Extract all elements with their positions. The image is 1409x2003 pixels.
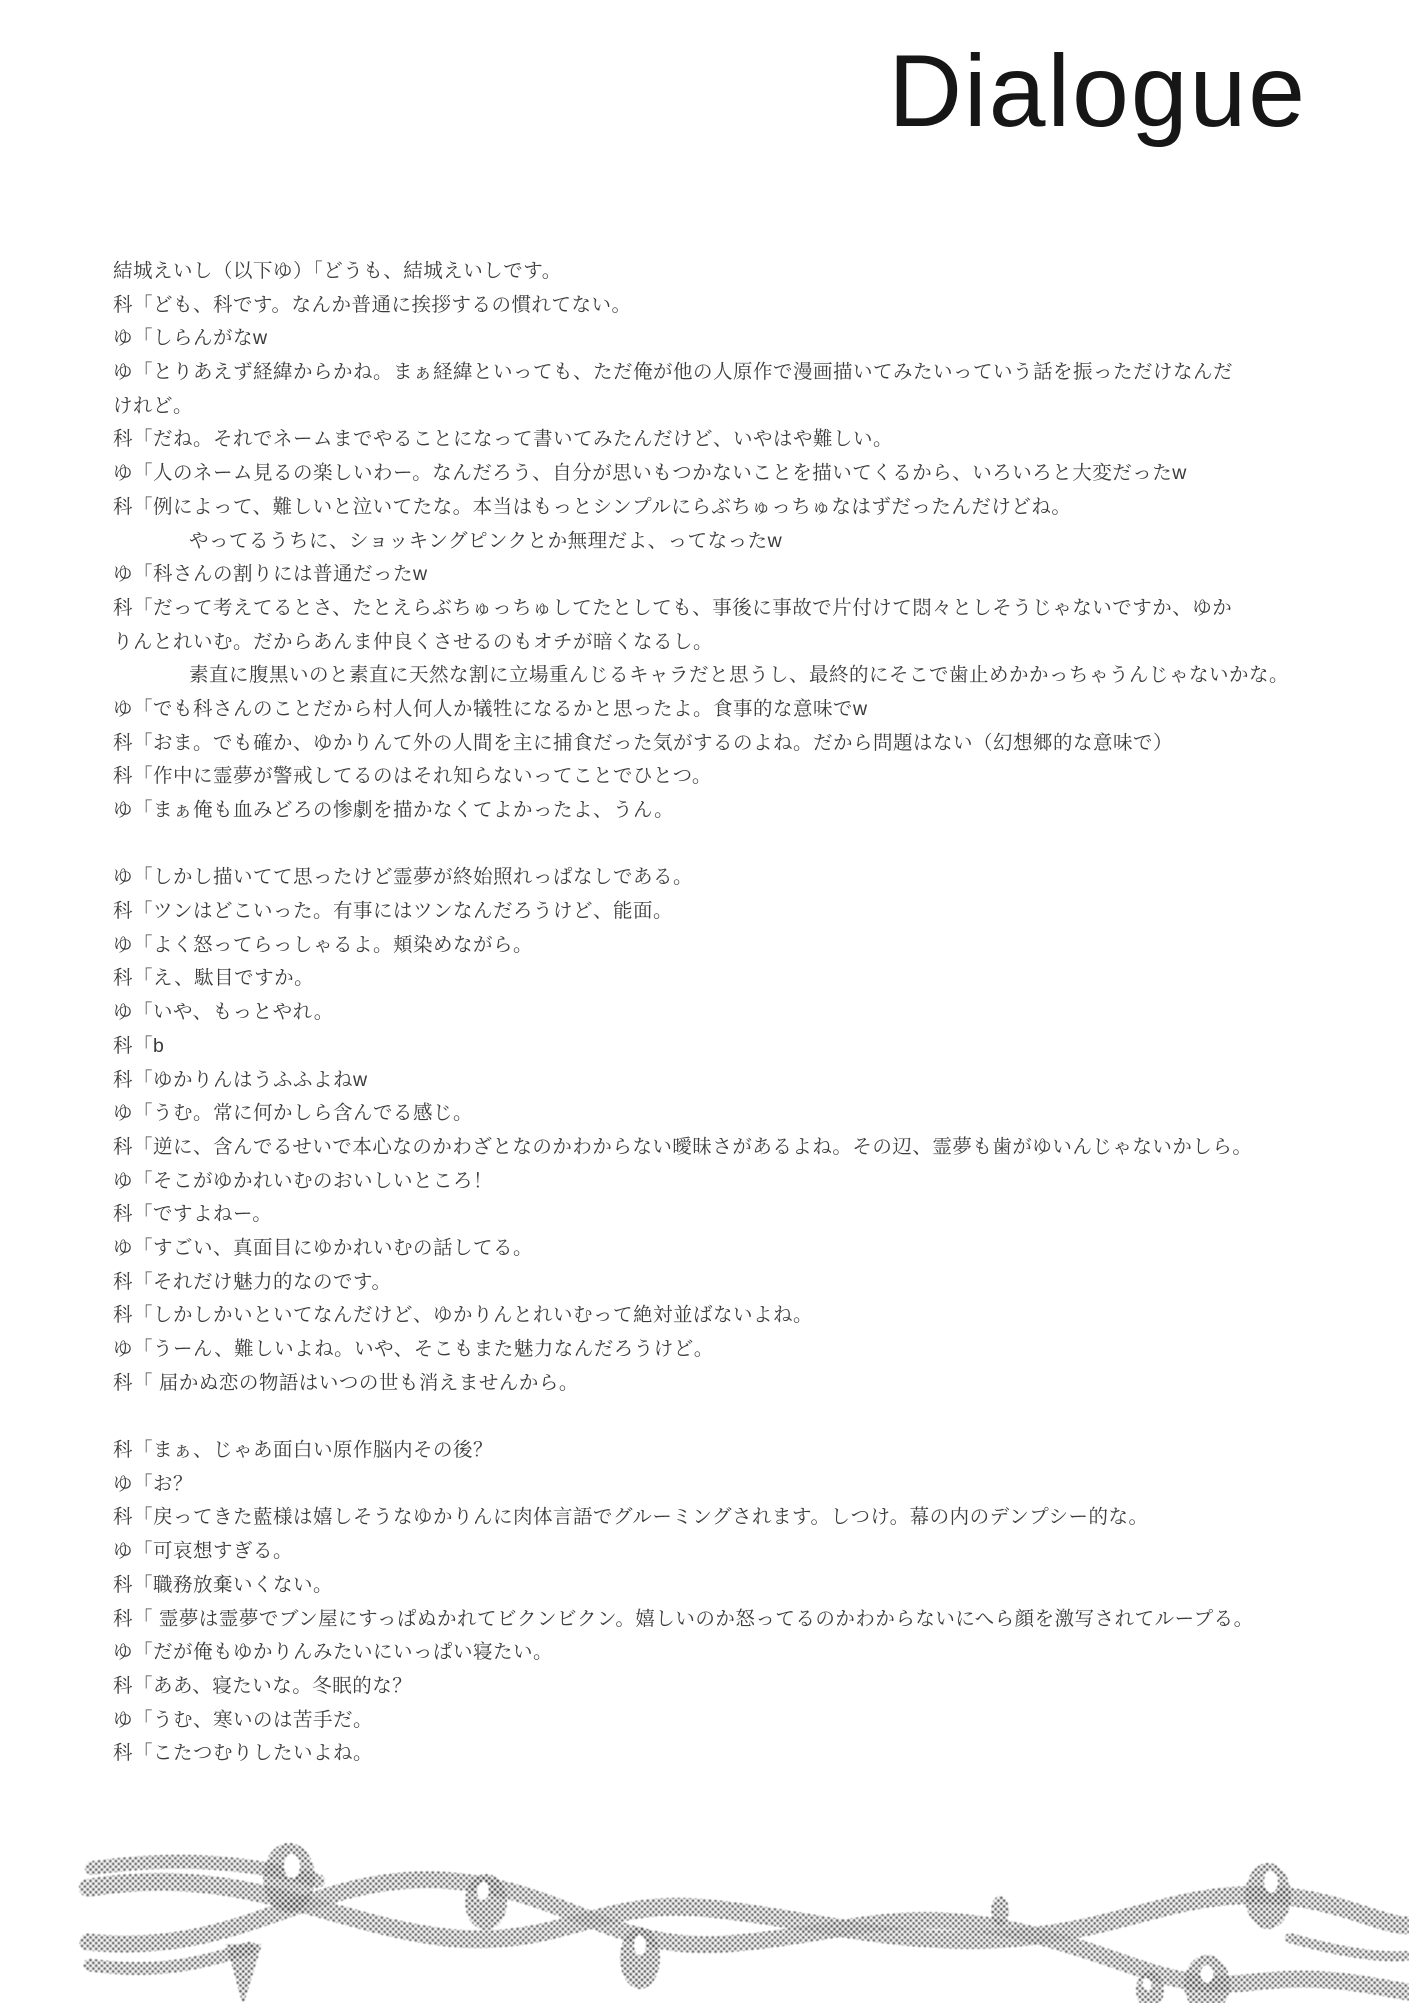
dialogue-line: 科「 霊夢は霊夢でブン屋にすっぱぬかれてビクンビクン。嬉しいのか怒ってるのかわからないにへら顔を激写されてループる。 [113, 1607, 1254, 1630]
dialogue-line: 科「ゆかりんはうふふよねw [113, 1068, 368, 1091]
dialogue-line: ゆ「うむ。常に何かしら含んでる感じ。 [113, 1102, 474, 1125]
dialogue-line: ゆ「いや、もっとやれ。 [113, 1001, 334, 1024]
dialogue-line: 科「 届かぬ恋の物語はいつの世も消えませんから。 [113, 1371, 579, 1394]
dialogue-line: けれど。 [113, 394, 194, 417]
dialogue-text [113, 255, 1403, 1771]
dialogue-line: ゆ「うーん、難しいよね。いや、そこもまた魅力なんだろうけど。 [113, 1338, 714, 1360]
dialogue-line: 科「逆に、含んでるせいで本心なのかわざとなのかわからない曖昧さがあるよね。その辺、霊夢も歯がゆいんじゃないかしら。 [113, 1135, 1253, 1158]
dialogue-line: りんとれいむ。だからあんま仲良くさせるのもオチが暗くなるし。 [113, 630, 714, 653]
page-title: Dialogue [888, 34, 1307, 148]
dialogue-line: ゆ「お？ [113, 1472, 194, 1495]
dialogue-line: 結城えいし（以下ゆ）「どうも、結城えいしです。 [113, 260, 562, 282]
dialogue-line: ゆ「そこがゆかれいむのおいしいところ！ [113, 1169, 494, 1192]
dialogue-line: 科「それだけ魅力的なのです。 [113, 1270, 392, 1293]
dialogue-line: 科「ども、科です。なんか普通に挨拶するの慣れてない。 [113, 293, 632, 316]
dialogue-line: 科「しかしかいといてなんだけど、ゆかりんとれいむって絶対並ばないよね。 [113, 1304, 814, 1327]
dialogue-line: 科「職務放棄いくない。 [113, 1573, 334, 1596]
dialogue-line: やってるうちに、ショッキングピンクとか無理だよ、ってなったw [189, 529, 783, 552]
dialogue-blank-line [113, 828, 1403, 862]
dialogue-line: 科「ああ、寝たいな。冬眠的な？ [113, 1674, 413, 1697]
dialogue-line: ゆ「とりあえず経緯からかね。まぁ経緯といっても、ただ俺が他の人原作で漫画描いてみたいっていう話を振っただけなんだ [113, 361, 1234, 384]
dialogue-line: ゆ「だが俺もゆかりんみたいにいっぱい寝たい。 [113, 1641, 554, 1664]
bottom-halftone-decoration [0, 1823, 1409, 2003]
dialogue-line: 科「戻ってきた藍様は嬉しそうなゆかりんに肉体言語でグルーミングされます。しつけ。幕の内のデンプシー的な。 [113, 1506, 1149, 1529]
dialogue-line: 科「作中に霊夢が警戒してるのはそれ知らないってことでひとつ。 [113, 765, 712, 788]
dialogue-line: 科「ですよねー。 [113, 1203, 273, 1226]
dialogue-line: ゆ「人のネーム見るの楽しいわー。なんだろう、自分が思いもつかないことを描いてくるから、いろいろと大変だったw [113, 462, 1187, 485]
dialogue-line: 科「だね。それでネームまでやることになって書いてみたんだけど、いやはや難しい。 [113, 428, 894, 451]
dialogue-line: ゆ「すごい、真面目にゆかれいむの話してる。 [113, 1236, 534, 1259]
dialogue-line: ゆ「しかし描いてて思ったけど霊夢が終始照れっぱなしである。 [113, 866, 694, 889]
dialogue-line: 科「例によって、難しいと泣いてたな。本当はもっとシンプルにらぶちゅっちゅなはずだったんだけどね。 [113, 495, 1072, 518]
dialogue-line: ゆ「可哀想すぎる。 [113, 1540, 294, 1563]
dialogue-line: 素直に腹黒いのと素直に天然な割に立場重んじるキャラだと思うし、最終的にそこで歯止めかかっちゃうんじゃないかな。 [189, 664, 1290, 687]
dialogue-line: ゆ「うむ、寒いのは苦手だ。 [113, 1708, 374, 1731]
dialogue-line: 科「え、駄目ですか。 [113, 967, 315, 990]
dialogue-line: ゆ「よく怒ってらっしゃるよ。頬染めながら。 [113, 933, 534, 956]
dialogue-line: ゆ「しらんがなw [113, 327, 268, 350]
dialogue-line: ゆ「まぁ俺も血みどろの惨劇を描かなくてよかったよ、うん。 [113, 799, 675, 821]
dialogue-line: 科「だって考えてるとさ、たとえらぶちゅっちゅしてたとしても、事後に事故で片付けて悶々としそうじゃないですか、ゆか [113, 596, 1233, 619]
dialogue-line: ゆ「でも科さんのことだから村人何人か犠牲になるかと思ったよ。食事的な意味でw [113, 697, 868, 720]
dialogue-line: 科「b [113, 1034, 165, 1057]
dialogue-line: 科「ツンはどこいった。有事にはツンなんだろうけど、能面。 [113, 900, 674, 923]
dialogue-line: 科「まぁ、じゃあ面白い原作脳内その後？ [113, 1439, 494, 1462]
dialogue-blank-line [113, 1400, 1403, 1434]
dialogue-line: 科「こたつむりしたいよね。 [113, 1742, 374, 1765]
dialogue-line: 科「おま。でも確か、ゆかりんて外の人間を主に捕食だった気がするのよね。だから問題はない（幻想郷的な意味で） [113, 731, 1174, 754]
dialogue-line: ゆ「科さんの割りには普通だったw [113, 563, 428, 586]
